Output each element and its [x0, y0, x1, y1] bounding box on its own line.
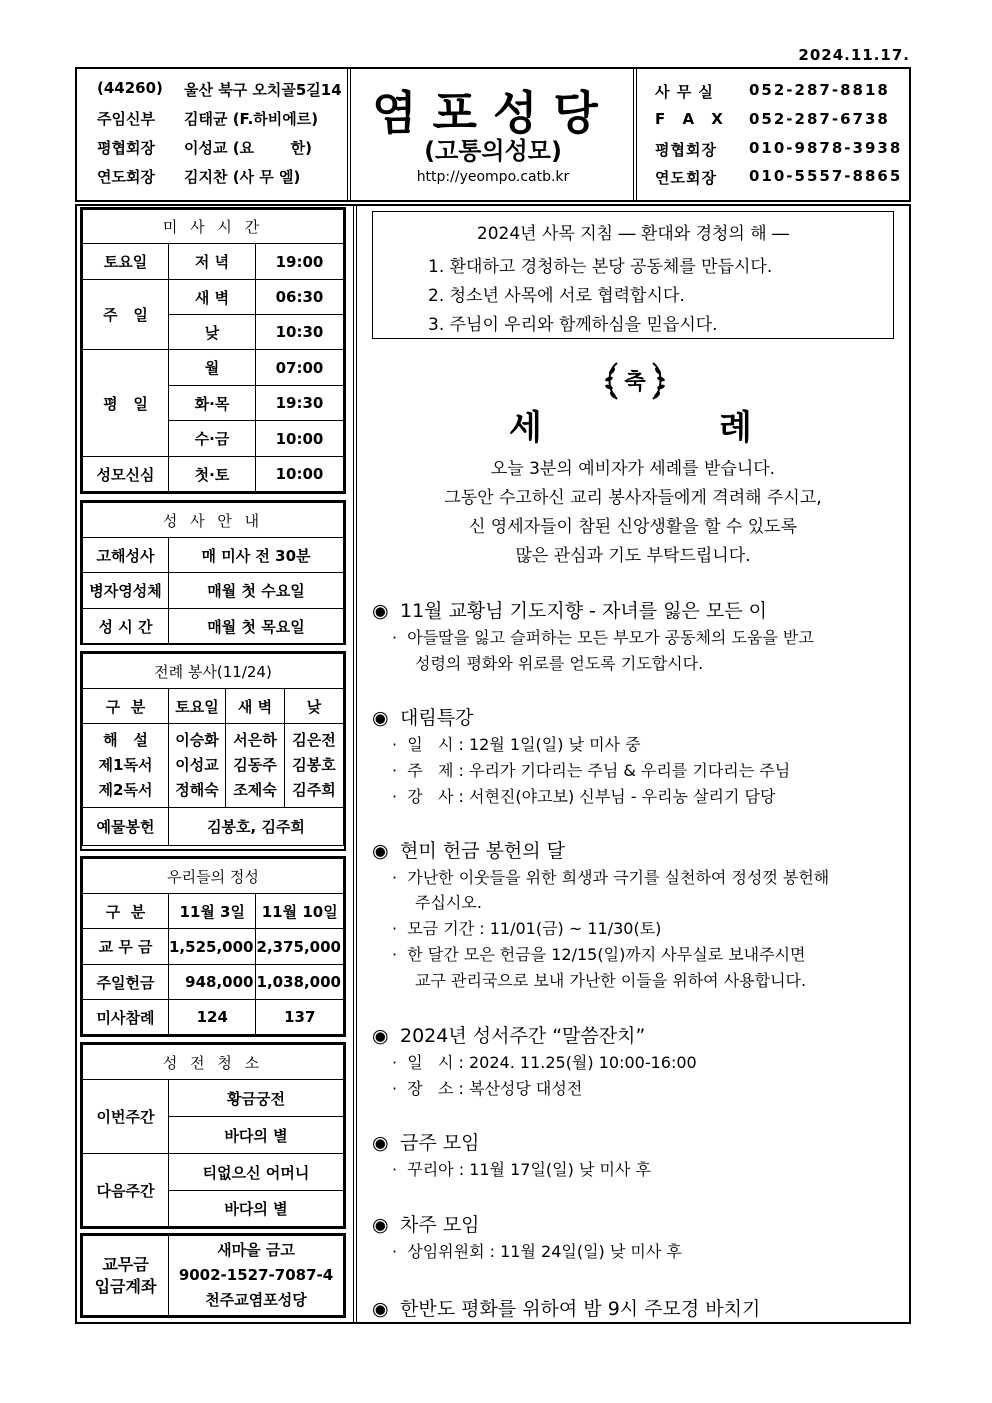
- baptism-line: 그동안 수고하신 교리 봉사자들에게 격려해 주시고,: [444, 488, 822, 508]
- list-item-continued: 성령의 평화와 위로를 얻도록 기도합시다.: [415, 654, 704, 673]
- column-divider: [353, 206, 357, 1322]
- sacrament-title: 성 사 안 내: [83, 503, 344, 538]
- parish-title: 염포성당: [372, 86, 614, 140]
- list-item: · 강 사 : 서현진(야고보) 신부님 - 우리농 살리기 담당: [392, 787, 776, 806]
- section-advent-lecture: ◉ 대림특강: [372, 707, 474, 729]
- baptism-title-left: 세: [509, 408, 542, 448]
- section-peace-prayer: ◉ 한반도 평화를 위하여 밤 9시 주모경 바치기: [372, 1298, 761, 1320]
- parish-title-block: [353, 69, 633, 200]
- sacrament-table: 성 사 안 내 고해성사 매 미사 전 30분 병자영성체 매월 첫 수요일 성 시 간 매월 첫 목요일: [82, 502, 344, 644]
- emblem-text: 축: [624, 370, 646, 395]
- section-this-week-meeting: ◉ 금주 모임: [372, 1132, 480, 1154]
- parish-subtitle: (고통의성모): [424, 137, 562, 165]
- list-item: · 주 제 : 우리가 기다리는 주님 & 우리를 기다리는 주님: [392, 761, 791, 780]
- list-item: · 한 달간 모은 헌금을 12/15(일)까지 사무실로 보내주시면: [392, 945, 806, 964]
- finance-table: 우리들의 정성 구 분 11월 3일 11월 10일 교 무 금 1,525,000 2,375,000 주일헌금 948,000 1,038,000 미사참례 124 137: [82, 858, 344, 1035]
- account-table: 교무금 입금계좌 새마을 금고 9002-1527-7087-4 천주교염포성당: [82, 1235, 344, 1316]
- list-item: · 일 시 : 12월 1일(일) 낮 미사 중: [392, 735, 641, 754]
- policy-item: 2. 청소년 사목에 서로 협력합시다.: [428, 286, 685, 306]
- list-item: · 일 시 : 2024. 11.25(월) 10:00-16:00: [392, 1053, 697, 1072]
- policy-item: 3. 주님이 우리와 함께하심을 믿읍시다.: [428, 315, 718, 335]
- pastoral-policy-box: [372, 211, 894, 339]
- policy-heading: 2024년 사목 지침 ― 환대와 경청의 해 ―: [476, 224, 790, 244]
- list-item-continued: 교구 관리국으로 보내 가난한 이들을 위하여 사용합니다.: [415, 971, 807, 990]
- list-item: · 상임위원회 : 11월 24일(일) 낮 미사 후: [392, 1242, 682, 1261]
- list-item: · 가난한 이웃들을 위한 희생과 극기를 실천하여 정성껏 봉헌해: [392, 868, 830, 887]
- header-divider: [347, 69, 351, 200]
- liturgy-title: 전례 봉사(11/24): [83, 654, 344, 689]
- finance-title: 우리들의 정성: [83, 859, 344, 894]
- celebration-laurel-icon: [603, 357, 667, 405]
- list-item: · 장 소 : 복산성당 대성전: [392, 1079, 583, 1098]
- section-rice-offering: ◉ 현미 헌금 봉헌의 달: [372, 840, 565, 862]
- header-box: [75, 67, 911, 202]
- mass-times-title: 미 사 시 간: [83, 210, 344, 244]
- info-row-pastor: 주임신부 김태균 (F.하비에르): [97, 110, 319, 128]
- cleaning-title: 성 전 청 소: [83, 1045, 344, 1080]
- info-row-council: 평협회장 이성교 (요 한): [97, 139, 312, 157]
- contact-info: 사 무 실 052-287-8818 F A X 052-287-6738 평협회장 010-9878-3938 연도회장 010-5557-8865: [655, 81, 903, 187]
- baptism-title-right: 례: [719, 408, 752, 448]
- baptism-line: 오늘 3분의 예비자가 세례를 받습니다.: [490, 459, 776, 479]
- list-item: · 꾸리아 : 11월 17일(일) 낮 미사 후: [392, 1160, 651, 1179]
- section-pope-intention: ◉ 11월 교황님 기도지향 - 자녀를 잃은 모든 이: [372, 600, 767, 622]
- list-item: · 모금 기간 : 11/01(금) ~ 11/30(토): [392, 919, 662, 938]
- policy-item: 1. 환대하고 경청하는 본당 공동체를 만듭시다.: [428, 257, 773, 277]
- section-next-week-meeting: ◉ 차주 모임: [372, 1214, 480, 1236]
- bulletin-date: 2024.11.17.: [798, 46, 910, 64]
- list-item: · 아들딸을 잃고 슬퍼하는 모든 부모가 공동체의 도움을 받고: [392, 628, 814, 647]
- section-bible-week: ◉ 2024년 성서주간 “말씀잔치”: [372, 1025, 646, 1047]
- cleaning-table: 성 전 청 소 이번주간 황금궁전 바다의 별 다음주간 티없으신 어머니 바다의 별: [82, 1044, 344, 1227]
- liturgy-table: 전례 봉사(11/24) 구 분 토요일 새 벽 낮 해 설 제1독서 제2독서 이승화 이성교 정해숙 서은하 김동주 조제숙 김은전 김봉호 김주희 예물봉헌 김봉호, 김주희: [82, 653, 344, 846]
- list-item-continued: 주십시오.: [415, 893, 482, 912]
- parish-info: [77, 69, 347, 200]
- baptism-line: 신 영세자들이 참된 신앙생활을 할 수 있도록: [468, 517, 798, 537]
- header-divider: [633, 69, 637, 200]
- info-row-address: (44260) 울산 북구 오치골5길14: [97, 79, 342, 99]
- baptism-line: 많은 관심과 기도 부탁드립니다.: [515, 546, 751, 566]
- mass-times-table: 미 사 시 간 토요일 저 녁 19:00 주 일 새 벽 06:30 낮 10:30 평 일 월 07:00 화·목 19:30 수·금 10:00 성모신심 첫·토 10:00: [82, 209, 344, 492]
- parish-url[interactable]: http://yeompo.catb.kr: [416, 169, 570, 185]
- info-row-yeondo: 연도회장 김지찬 (사 무 엘): [97, 168, 301, 186]
